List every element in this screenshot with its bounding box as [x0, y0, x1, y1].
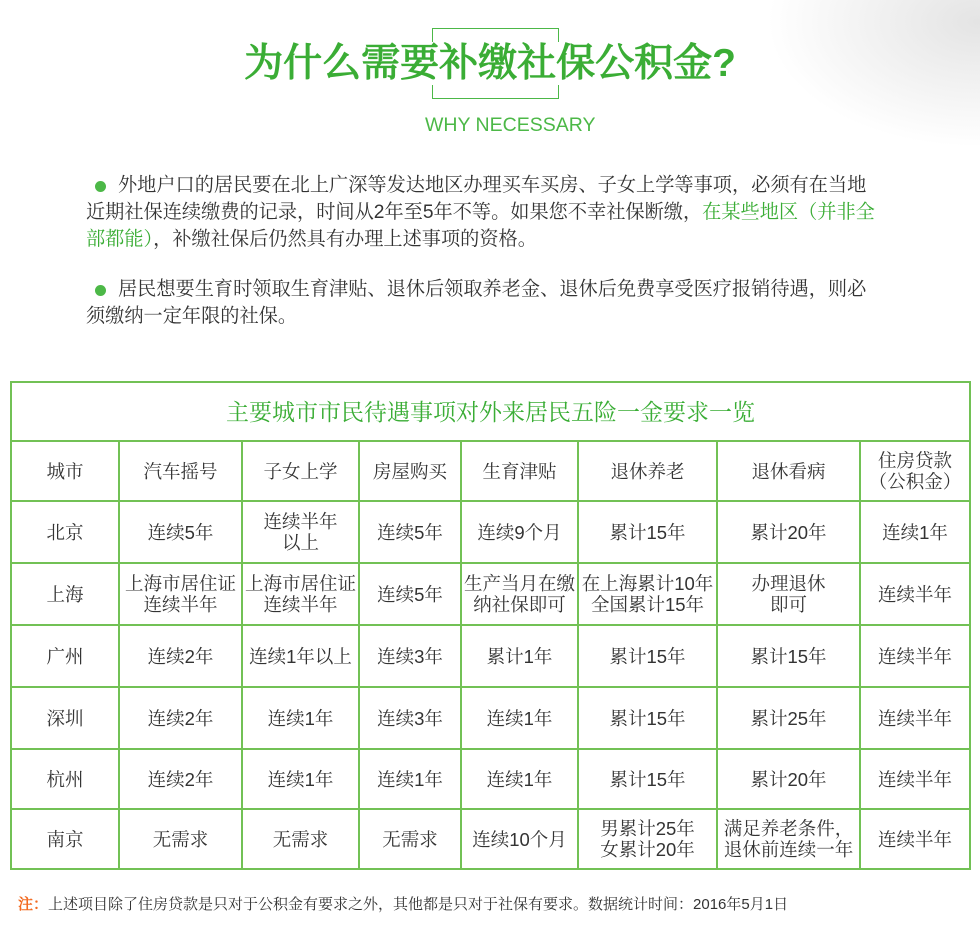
requirement-cell: 上海市居住证 连续半年 [242, 563, 359, 625]
table-row [11, 687, 970, 749]
requirement-cell: 连续1年 [461, 749, 578, 809]
table-head [11, 382, 970, 501]
footnote-text: 上述项目除了住房贷款是只对于公积金有要求之外，其他都是只对于社保有要求。数据统计时间：2016年5月1日 [48, 896, 789, 913]
reason-highlight: 在某些地区（并非全部都能） [86, 202, 875, 250]
requirements-table [10, 381, 971, 870]
requirement-cell: 连续1年 [242, 687, 359, 749]
requirement-cell: 连续3年 [359, 687, 461, 749]
requirement-cell: 无需求 [359, 809, 461, 869]
city-cell: 深圳 [11, 687, 119, 749]
column-header: 退休看病 [717, 441, 860, 501]
city-cell: 杭州 [11, 749, 119, 809]
requirement-cell: 累计20年 [717, 749, 860, 809]
column-header: 城市 [11, 441, 119, 501]
requirement-cell: 连续1年 [242, 749, 359, 809]
reason-paragraph [86, 172, 880, 253]
reason-text: 居民想要生育时领取生育津贴、退休后领取养老金、退休后免费享受医疗报销待遇，则必须缴纳一定年限的社保。 [86, 279, 867, 327]
requirement-cell: 累计15年 [578, 625, 717, 687]
requirement-cell: 办理退休 即可 [717, 563, 860, 625]
requirement-cell: 连续半年 [860, 687, 970, 749]
reason-paragraph [86, 276, 880, 330]
footnote [18, 895, 788, 915]
table-title: 主要城市市民待遇事项对外来居民五险一金要求一览 [11, 382, 970, 441]
city-cell: 北京 [11, 501, 119, 563]
requirement-cell: 连续2年 [119, 687, 242, 749]
requirement-cell: 连续5年 [359, 501, 461, 563]
footnote-label: 注： [18, 896, 49, 913]
column-header: 汽车摇号 [119, 441, 242, 501]
requirement-cell: 连续5年 [119, 501, 242, 563]
table-title-row [11, 382, 970, 441]
page-title-text: 为什么需要补缴社保公积金? [244, 42, 736, 85]
requirement-cell: 连续半年 [860, 563, 970, 625]
page-title [0, 40, 980, 88]
requirement-cell: 在上海累计10年 全国累计15年 [578, 563, 717, 625]
page-subtitle: WHY NECESSARY [425, 114, 596, 136]
requirement-cell: 连续半年 [860, 809, 970, 869]
requirement-cell: 累计25年 [717, 687, 860, 749]
table-row [11, 809, 970, 869]
requirement-cell: 累计20年 [717, 501, 860, 563]
requirement-cell: 累计1年 [461, 625, 578, 687]
requirement-cell: 满足养老条件， 退休前连续一年 [717, 809, 860, 869]
requirement-cell: 连续1年 [359, 749, 461, 809]
table-row [11, 563, 970, 625]
city-cell: 南京 [11, 809, 119, 869]
requirement-cell: 男累计25年 女累计20年 [578, 809, 717, 869]
requirement-cell: 连续1年 [860, 501, 970, 563]
requirement-cell: 累计15年 [578, 749, 717, 809]
requirement-cell: 连续半年 以上 [242, 501, 359, 563]
reason-text: 外地户口的居民要在北上广深等发达地区办理买车买房、子女上学等事项，必须有在当地近期社保连续缴费的记录，时间从2年至5年不等。如果您不幸社保断缴， [86, 175, 867, 223]
reason-text: ，补缴社保后仍然具有办理上述事项的资格。 [153, 229, 537, 250]
requirement-cell: 连续半年 [860, 749, 970, 809]
requirement-cell: 上海市居住证 连续半年 [119, 563, 242, 625]
requirement-cell: 连续2年 [119, 749, 242, 809]
table-row [11, 625, 970, 687]
table-row [11, 749, 970, 809]
column-header: 退休养老 [578, 441, 717, 501]
column-header: 子女上学 [242, 441, 359, 501]
requirement-cell: 累计15年 [578, 687, 717, 749]
requirement-cell: 连续9个月 [461, 501, 578, 563]
requirement-cell: 连续2年 [119, 625, 242, 687]
requirement-cell: 生产当月在缴 纳社保即可 [461, 563, 578, 625]
requirement-cell: 无需求 [119, 809, 242, 869]
column-header: 住房贷款 （公积金） [860, 441, 970, 501]
column-header: 生育津贴 [461, 441, 578, 501]
requirement-cell: 连续3年 [359, 625, 461, 687]
requirement-cell: 无需求 [242, 809, 359, 869]
requirement-cell: 连续半年 [860, 625, 970, 687]
requirement-cell: 连续1年以上 [242, 625, 359, 687]
table-row [11, 501, 970, 563]
requirement-cell: 累计15年 [578, 501, 717, 563]
table-body [11, 501, 970, 869]
requirement-cell: 连续1年 [461, 687, 578, 749]
table-header-row [11, 441, 970, 501]
column-header: 房屋购买 [359, 441, 461, 501]
city-cell: 上海 [11, 563, 119, 625]
requirement-cell: 连续5年 [359, 563, 461, 625]
requirement-cell: 累计15年 [717, 625, 860, 687]
requirement-cell: 连续10个月 [461, 809, 578, 869]
city-cell: 广州 [11, 625, 119, 687]
